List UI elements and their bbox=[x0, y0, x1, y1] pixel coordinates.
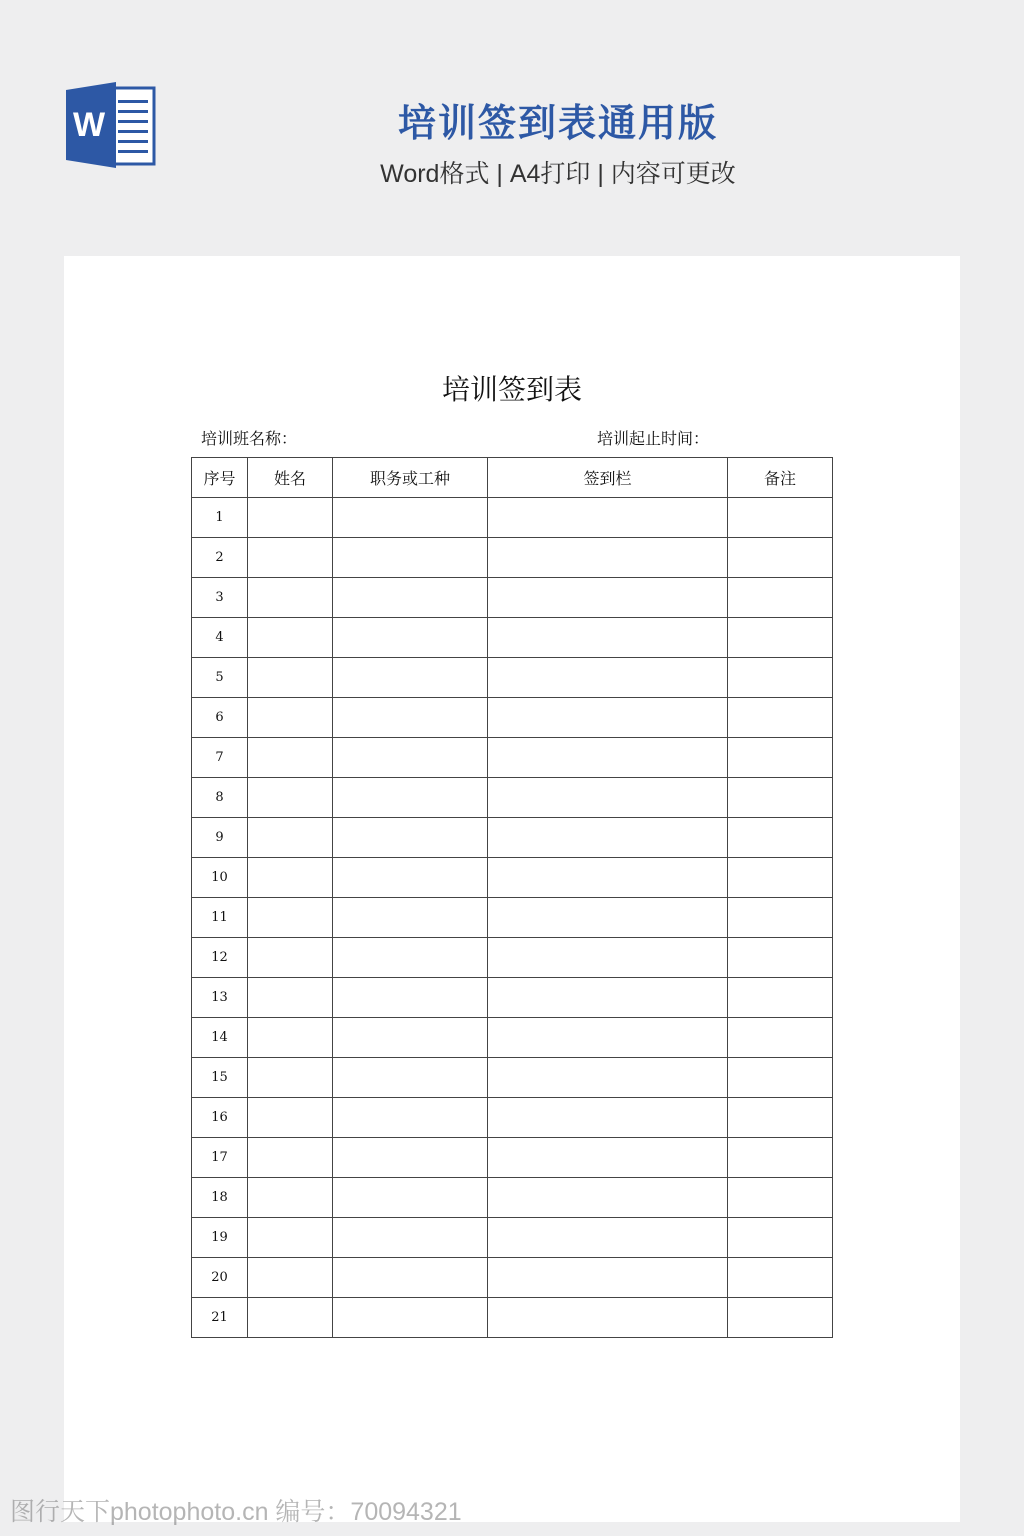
name-cell[interactable] bbox=[248, 938, 333, 978]
name-cell[interactable] bbox=[248, 698, 333, 738]
remarks-cell[interactable] bbox=[728, 538, 833, 578]
position-cell[interactable] bbox=[333, 898, 488, 938]
table-row bbox=[192, 658, 833, 698]
remarks-cell[interactable] bbox=[728, 738, 833, 778]
remarks-cell[interactable] bbox=[728, 578, 833, 618]
signature-cell[interactable] bbox=[488, 858, 728, 898]
name-cell[interactable] bbox=[248, 738, 333, 778]
name-cell[interactable] bbox=[248, 1018, 333, 1058]
position-cell[interactable] bbox=[333, 498, 488, 538]
name-cell[interactable] bbox=[248, 778, 333, 818]
table-row bbox=[192, 1258, 833, 1298]
position-cell[interactable] bbox=[333, 1178, 488, 1218]
position-cell[interactable] bbox=[333, 578, 488, 618]
remarks-cell[interactable] bbox=[728, 658, 833, 698]
position-cell[interactable] bbox=[333, 738, 488, 778]
signature-cell[interactable] bbox=[488, 1258, 728, 1298]
table-row bbox=[192, 698, 833, 738]
class-name-label: 培训班名称： bbox=[201, 429, 298, 448]
name-cell[interactable] bbox=[248, 978, 333, 1018]
signature-cell[interactable] bbox=[488, 1178, 728, 1218]
signature-cell[interactable] bbox=[488, 658, 728, 698]
signature-cell[interactable] bbox=[488, 1058, 728, 1098]
table-row bbox=[192, 1138, 833, 1178]
name-cell[interactable] bbox=[248, 1098, 333, 1138]
table-row bbox=[192, 538, 833, 578]
watermark-text: 图行天下photophoto.cn 编号：70094321 bbox=[10, 1498, 462, 1526]
remarks-cell[interactable] bbox=[728, 1138, 833, 1178]
row-number-cell: 18 bbox=[192, 1178, 248, 1218]
table-row bbox=[192, 498, 833, 538]
table-header-row bbox=[192, 458, 833, 498]
row-number-cell: 21 bbox=[192, 1298, 248, 1338]
table-row bbox=[192, 738, 833, 778]
table-row bbox=[192, 1098, 833, 1138]
row-number-cell: 16 bbox=[192, 1098, 248, 1138]
signature-cell[interactable] bbox=[488, 538, 728, 578]
table-row bbox=[192, 1058, 833, 1098]
signature-cell[interactable] bbox=[488, 898, 728, 938]
row-number-cell: 12 bbox=[192, 938, 248, 978]
remarks-cell[interactable] bbox=[728, 1018, 833, 1058]
position-cell[interactable] bbox=[333, 698, 488, 738]
row-number-cell: 11 bbox=[192, 898, 248, 938]
name-cell[interactable] bbox=[248, 618, 333, 658]
signature-cell[interactable] bbox=[488, 1218, 728, 1258]
name-cell[interactable] bbox=[248, 1298, 333, 1338]
table-row bbox=[192, 1018, 833, 1058]
signature-cell[interactable] bbox=[488, 938, 728, 978]
remarks-cell[interactable] bbox=[728, 938, 833, 978]
row-number-cell: 4 bbox=[192, 618, 248, 658]
name-cell[interactable] bbox=[248, 858, 333, 898]
remarks-cell[interactable] bbox=[728, 698, 833, 738]
position-cell[interactable] bbox=[333, 858, 488, 898]
row-number-cell: 20 bbox=[192, 1258, 248, 1298]
row-number-cell: 2 bbox=[192, 538, 248, 578]
signature-cell[interactable] bbox=[488, 778, 728, 818]
signature-cell[interactable] bbox=[488, 818, 728, 858]
name-cell[interactable] bbox=[248, 658, 333, 698]
signature-cell[interactable] bbox=[488, 618, 728, 658]
name-cell[interactable] bbox=[248, 1178, 333, 1218]
position-cell[interactable] bbox=[333, 938, 488, 978]
signature-cell[interactable] bbox=[488, 978, 728, 1018]
position-cell[interactable] bbox=[333, 538, 488, 578]
position-cell[interactable] bbox=[333, 1138, 488, 1178]
name-cell[interactable] bbox=[248, 818, 333, 858]
word-logo-letter: W bbox=[72, 106, 106, 144]
row-number-cell: 13 bbox=[192, 978, 248, 1018]
remarks-cell[interactable] bbox=[728, 1098, 833, 1138]
table-row bbox=[192, 778, 833, 818]
row-number-cell: 3 bbox=[192, 578, 248, 618]
document-title: 培训签到表 bbox=[441, 373, 582, 406]
name-cell[interactable] bbox=[248, 1258, 333, 1298]
remarks-cell[interactable] bbox=[728, 1058, 833, 1098]
signature-cell[interactable] bbox=[488, 1098, 728, 1138]
table-row bbox=[192, 1218, 833, 1258]
position-cell[interactable] bbox=[333, 1058, 488, 1098]
row-number-cell: 14 bbox=[192, 1018, 248, 1058]
name-cell[interactable] bbox=[248, 1218, 333, 1258]
header-serial-number: 序号 bbox=[192, 458, 248, 498]
position-cell[interactable] bbox=[333, 658, 488, 698]
table-row bbox=[192, 978, 833, 1018]
signature-cell[interactable] bbox=[488, 1298, 728, 1338]
row-number-cell: 8 bbox=[192, 778, 248, 818]
signature-cell[interactable] bbox=[488, 738, 728, 778]
name-cell[interactable] bbox=[248, 498, 333, 538]
remarks-cell[interactable] bbox=[728, 1218, 833, 1258]
position-cell[interactable] bbox=[333, 1258, 488, 1298]
table-row bbox=[192, 898, 833, 938]
name-cell[interactable] bbox=[248, 578, 333, 618]
row-number-cell: 10 bbox=[192, 858, 248, 898]
signature-cell[interactable] bbox=[488, 698, 728, 738]
table-row bbox=[192, 1298, 833, 1338]
word-document-icon bbox=[64, 80, 156, 170]
header-signature: 签到栏 bbox=[488, 458, 728, 498]
remarks-cell[interactable] bbox=[728, 778, 833, 818]
row-number-cell: 19 bbox=[192, 1218, 248, 1258]
position-cell[interactable] bbox=[333, 1298, 488, 1338]
row-number-cell: 7 bbox=[192, 738, 248, 778]
position-cell[interactable] bbox=[333, 978, 488, 1018]
banner-subtitle: Word格式 | A4打印 | 内容可更改 bbox=[380, 160, 736, 188]
row-number-cell: 15 bbox=[192, 1058, 248, 1098]
header-position: 职务或工种 bbox=[333, 458, 488, 498]
training-period-label: 培训起止时间： bbox=[597, 429, 710, 448]
header-remarks: 备注 bbox=[728, 458, 833, 498]
signature-cell[interactable] bbox=[488, 578, 728, 618]
row-number-cell: 17 bbox=[192, 1138, 248, 1178]
table-row bbox=[192, 818, 833, 858]
position-cell[interactable] bbox=[333, 778, 488, 818]
signature-cell[interactable] bbox=[488, 1018, 728, 1058]
table-row bbox=[192, 858, 833, 898]
banner-title: 培训签到表通用版 bbox=[397, 103, 718, 145]
table-row bbox=[192, 938, 833, 978]
table-row bbox=[192, 618, 833, 658]
remarks-cell[interactable] bbox=[728, 858, 833, 898]
name-cell[interactable] bbox=[248, 538, 333, 578]
row-number-cell: 6 bbox=[192, 698, 248, 738]
row-number-cell: 1 bbox=[192, 498, 248, 538]
remarks-cell[interactable] bbox=[728, 618, 833, 658]
row-number-cell: 9 bbox=[192, 818, 248, 858]
name-cell[interactable] bbox=[248, 898, 333, 938]
remarks-cell[interactable] bbox=[728, 978, 833, 1018]
position-cell[interactable] bbox=[333, 1218, 488, 1258]
document-page bbox=[64, 256, 960, 1522]
position-cell[interactable] bbox=[333, 1098, 488, 1138]
remarks-cell[interactable] bbox=[728, 898, 833, 938]
signature-cell[interactable] bbox=[488, 498, 728, 538]
remarks-cell[interactable] bbox=[728, 818, 833, 858]
remarks-cell[interactable] bbox=[728, 1298, 833, 1338]
remarks-cell[interactable] bbox=[728, 1258, 833, 1298]
table-row bbox=[192, 1178, 833, 1218]
position-cell[interactable] bbox=[333, 618, 488, 658]
name-cell[interactable] bbox=[248, 1138, 333, 1178]
remarks-cell[interactable] bbox=[728, 498, 833, 538]
table-row bbox=[192, 578, 833, 618]
position-cell[interactable] bbox=[333, 1018, 488, 1058]
sign-in-table bbox=[191, 457, 833, 1338]
name-cell[interactable] bbox=[248, 1058, 333, 1098]
position-cell[interactable] bbox=[333, 818, 488, 858]
signature-cell[interactable] bbox=[488, 1138, 728, 1178]
row-number-cell: 5 bbox=[192, 658, 248, 698]
remarks-cell[interactable] bbox=[728, 1178, 833, 1218]
header-name: 姓名 bbox=[248, 458, 333, 498]
